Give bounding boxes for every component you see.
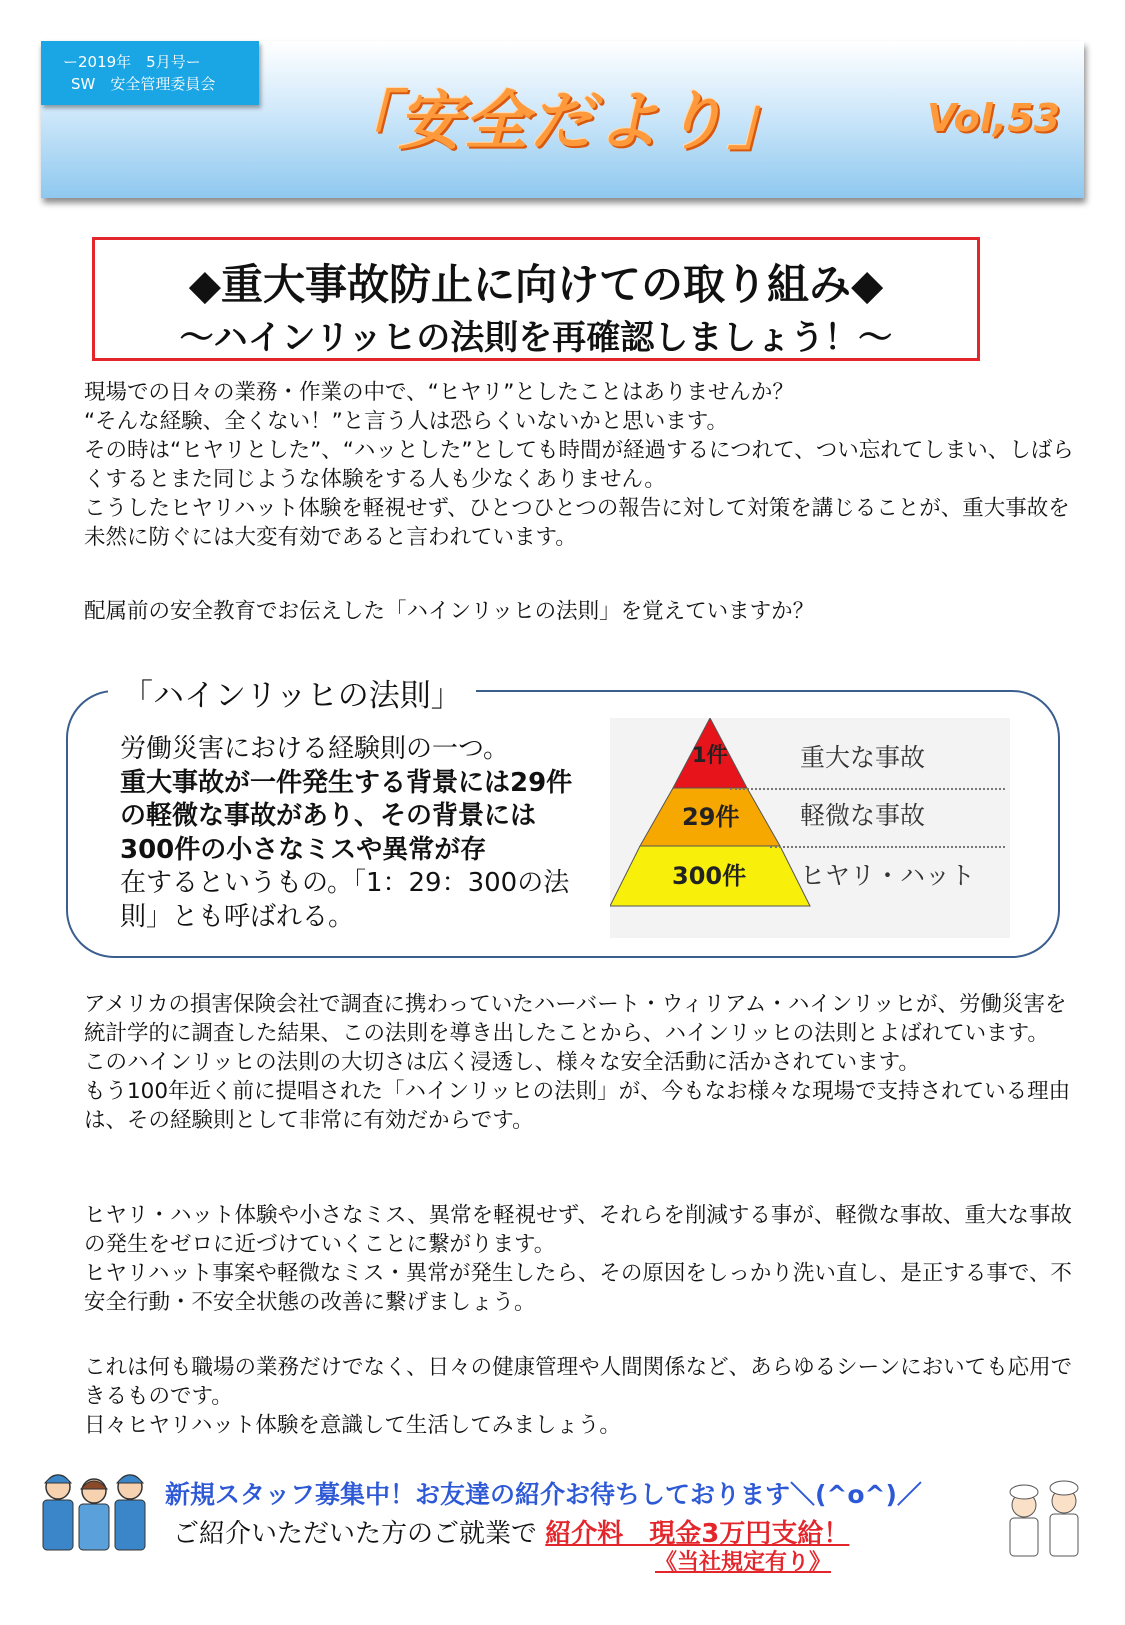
heinrich-pyramid [610,718,1010,938]
body-paragraph: ヒヤリハット事案や軽微なミス・異常が発生したら、その原因をしっかり洗い直し、是正する事で、不安全行動・不安全状態の改善に繋げましょう。 [84,1261,1072,1315]
intro-paragraph: こうしたヒヤリハット体験を軽視せず、ひとつひとつの報告に対して対策を講じることが、重大事故を未然に防ぐには大変有効であると言われています。 [84,496,1070,550]
committee-name: SW 安全管理委員会 [71,75,216,93]
reward-highlight: 紹介料 現金3万円支給！ [545,1519,850,1549]
tier-count-1: 1件 [692,743,728,767]
body-paragraph: 日々ヒヤリハット体験を意識して生活してみましょう。 [84,1413,621,1438]
headline-box [92,237,980,361]
headline-sub: ～ハインリッヒの法則を再確認しましょう！～ [179,318,893,358]
tier-count-300: 300件 [672,862,747,890]
newsletter-title: 「安全だより」 [332,85,794,159]
body-section-1 [84,990,1074,1135]
headline-main: ◆重大事故防止に向けての取り組み◆ [188,260,884,309]
company-rule-note: 《当社規定有り》 [655,1550,832,1575]
law-title: 「ハインリッヒの法則」 [108,670,476,715]
body-section-2 [84,1201,1074,1317]
issue-date: ー2019年 5月号ー [63,53,201,71]
intro-section [84,378,1074,552]
body-paragraph: もう100年近く前に提唱された「ハインリッヒの法則」が、今もなお様々な現場で支持されている理由は、その経験則として非常に有効だからです。 [84,1079,1071,1133]
body-paragraph: ヒヤリ・ハット体験や小さなミス、異常を軽視せず、それらを削減する事が、軽微な事故、重大な事故の発生をゼロに近づけていくことに繋がります。 [84,1203,1072,1257]
volume-number: Vol,53 [927,96,1061,140]
body-paragraph: このハインリッヒの法則の大切さは広く浸透し、様々な安全活動に活かされています。 [84,1050,920,1075]
law-description [120,733,580,934]
issue-label [41,41,259,105]
law-text-line: 労働災害における経験則の一つ。 [120,734,509,764]
recruit-headline: 新規スタッフ募集中！お友達の紹介お待ちしております＼(^o^)／ [165,1480,922,1509]
tier-label-serious: 重大な事故 [800,743,926,772]
tier-label-near-miss: ヒヤリ・ハット [800,861,976,890]
reward-prefix: ご紹介いただいた方のご就業で [173,1519,538,1549]
law-text-line: 在するというもの。「1：29：300の法則」とも呼ばれる。 [120,868,570,932]
question-text: 配属前の安全教育でお伝えした「ハインリッヒの法則」を覚えていますか？ [84,599,815,624]
body-paragraph: これは何も職場の業務だけでなく、日々の健康管理や人間関係など、あらゆるシーンにおいても応用できるものです。 [84,1355,1073,1409]
workers-illustration [38,1465,150,1557]
intro-paragraph: 現場での日々の業務・作業の中で、“ヒヤリ”としたことはありませんか？ [84,380,794,405]
divider-line [770,846,1005,848]
body-section-3 [84,1353,1074,1440]
body-paragraph: アメリカの損害保険会社で調査に携わっていたハーバート・ウィリアム・ハインリッヒが、労働災害を統計学的に調査した結果、この法則を導き出したことから、ハインリッヒの法則とよばれています。 [84,992,1067,1046]
intro-paragraph: その時は“ヒヤリとした”、“ハッとした”としても時間が経過するにつれて、つい忘れてしまい、しばらくするとまた同じような体験をする人も少なくありません。 [84,438,1074,492]
law-text-line: 重大事故が一件発生する背景には29件の軽微な事故があり、その背景には300件の小さなミスや異常が存 [120,767,573,865]
intro-paragraph: “そんな経験、全くない！”と言う人は恐らくいないかと思います。 [84,409,729,434]
staff-illustration [1000,1475,1090,1563]
tier-count-29: 29件 [682,803,740,831]
divider-line [730,788,1005,790]
tier-label-minor: 軽微な事故 [800,801,926,830]
